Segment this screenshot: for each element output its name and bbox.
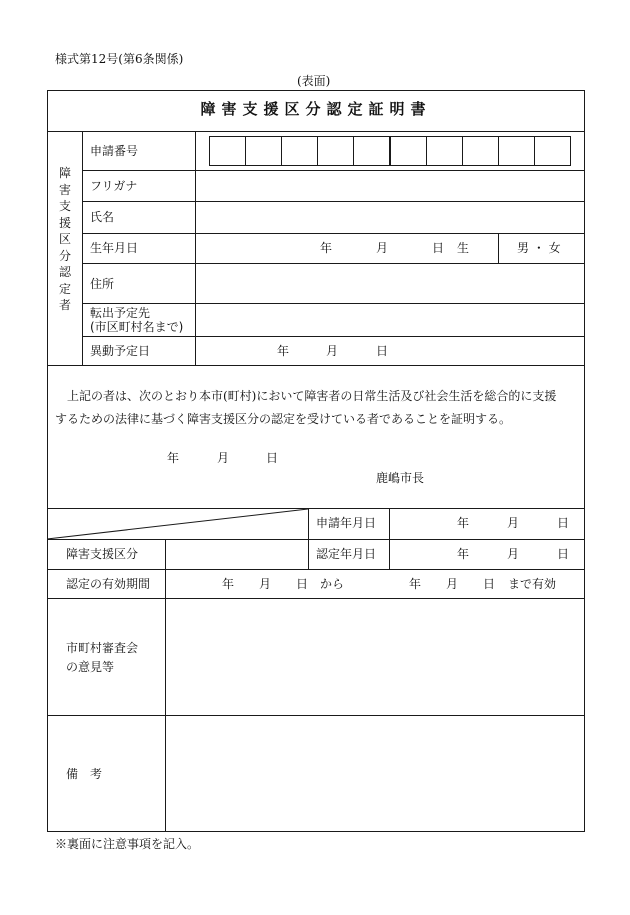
valid-until-text: まで有効: [508, 577, 557, 591]
col-line: [498, 233, 499, 263]
vertical-label-char: 定: [58, 281, 71, 296]
application-number-boxes[interactable]: [209, 136, 570, 166]
birth-day-unit: 日: [432, 241, 445, 255]
move-month-unit: 月: [326, 344, 339, 358]
cert-date-month-unit: 月: [507, 547, 520, 561]
app-month-unit: 月: [507, 516, 520, 530]
app-day-unit: 日: [557, 516, 570, 530]
footer-note: ※裏面に注意事項を記入。: [55, 837, 200, 851]
address-label: 住所: [90, 277, 115, 291]
valid-until-day-unit: 日: [483, 577, 496, 591]
transfer-destination-sublabel: (市区町村名まで): [90, 320, 184, 334]
vertical-label-char: 分: [58, 248, 71, 263]
row-line: [47, 569, 585, 570]
remarks-label: 備 考: [66, 767, 103, 781]
birth-year-unit: 年: [320, 241, 333, 255]
birthdate-label: 生年月日: [90, 241, 139, 255]
gender-options[interactable]: 男 ・ 女: [517, 241, 561, 255]
form-title: 障害支援区分認定証明書: [200, 100, 432, 118]
application-number-cell[interactable]: [462, 136, 499, 166]
vertical-label-char: 区: [58, 232, 71, 246]
cert-year-unit: 年: [167, 451, 180, 465]
certificate-line-2: するための法律に基づく障害支援区分の認定を受けている者であることを証明する。: [55, 412, 512, 426]
cert-month-unit: 月: [217, 451, 230, 465]
valid-from-year-unit: 年: [222, 577, 235, 591]
application-number-cell[interactable]: [317, 136, 354, 166]
application-number-cell[interactable]: [534, 136, 571, 166]
name-label: 氏名: [90, 210, 115, 224]
validity-period-label: 認定の有効期間: [66, 577, 151, 591]
cert-date-day-unit: 日: [557, 547, 570, 561]
certification-date-label: 認定年月日: [316, 547, 377, 561]
issuer-name: 鹿嶋市長: [376, 471, 425, 485]
vertical-label-char: 害: [58, 182, 71, 197]
row-line: [82, 233, 585, 234]
application-number-cell[interactable]: [209, 136, 246, 166]
application-number-cell[interactable]: [245, 136, 282, 166]
birth-suffix: 生: [457, 241, 470, 255]
remarks-field[interactable]: [166, 716, 584, 831]
move-year-unit: 年: [277, 344, 290, 358]
col-line: [82, 131, 83, 365]
transfer-destination-label: 転出予定先: [90, 306, 151, 320]
application-number-cell[interactable]: [353, 136, 390, 166]
vertical-label-char: 障: [58, 166, 71, 180]
disability-category-label: 障害支援区分: [66, 547, 139, 561]
vertical-label-char: 認: [58, 265, 71, 279]
section-divider: [47, 365, 585, 366]
valid-from-month-unit: 月: [259, 577, 272, 591]
col-line: [389, 508, 390, 569]
vertical-label-char: 者: [58, 298, 71, 312]
app-year-unit: 年: [457, 516, 470, 530]
holder-vertical-label: [58, 165, 72, 314]
application-number-cell[interactable]: [390, 136, 427, 166]
certificate-line-1: 上記の者は、次のとおり本市(町村)において障害者の日常生活及び社会生活を総合的に支援: [67, 389, 557, 403]
application-number-label: 申請番号: [90, 144, 139, 158]
title-divider: [47, 131, 585, 132]
valid-until-month-unit: 月: [446, 577, 459, 591]
certificate-statement: [55, 385, 583, 431]
vertical-label-char: 援: [58, 215, 71, 230]
council-opinion-label: 市町村審査会: [66, 641, 139, 655]
application-number-cell[interactable]: [281, 136, 318, 166]
form-number: 様式第12号(第6条関係): [55, 52, 184, 66]
cert-date-year-unit: 年: [457, 547, 470, 561]
transfer-destination-field[interactable]: [196, 304, 584, 336]
diagonal-line: [47, 508, 309, 540]
valid-from-text: から: [320, 577, 345, 591]
council-opinion-field[interactable]: [166, 599, 584, 715]
furigana-field[interactable]: [196, 171, 584, 201]
birth-month-unit: 月: [376, 241, 389, 255]
move-day-unit: 日: [376, 344, 389, 358]
valid-until-year-unit: 年: [409, 577, 422, 591]
name-field[interactable]: [196, 202, 584, 233]
furigana-label: フリガナ: [90, 179, 138, 193]
move-date-label: 異動予定日: [90, 344, 151, 358]
page-side-label: (表面): [297, 74, 331, 88]
application-number-cell[interactable]: [426, 136, 463, 166]
application-number-cell[interactable]: [498, 136, 535, 166]
application-date-label: 申請年月日: [316, 516, 377, 530]
council-opinion-sublabel: の意見等: [66, 660, 115, 674]
disability-category-field[interactable]: [166, 540, 307, 569]
row-line: [82, 336, 585, 337]
valid-from-day-unit: 日: [296, 577, 309, 591]
cert-day-unit: 日: [266, 451, 279, 465]
address-field[interactable]: [196, 264, 584, 303]
vertical-label-char: 支: [58, 199, 71, 213]
